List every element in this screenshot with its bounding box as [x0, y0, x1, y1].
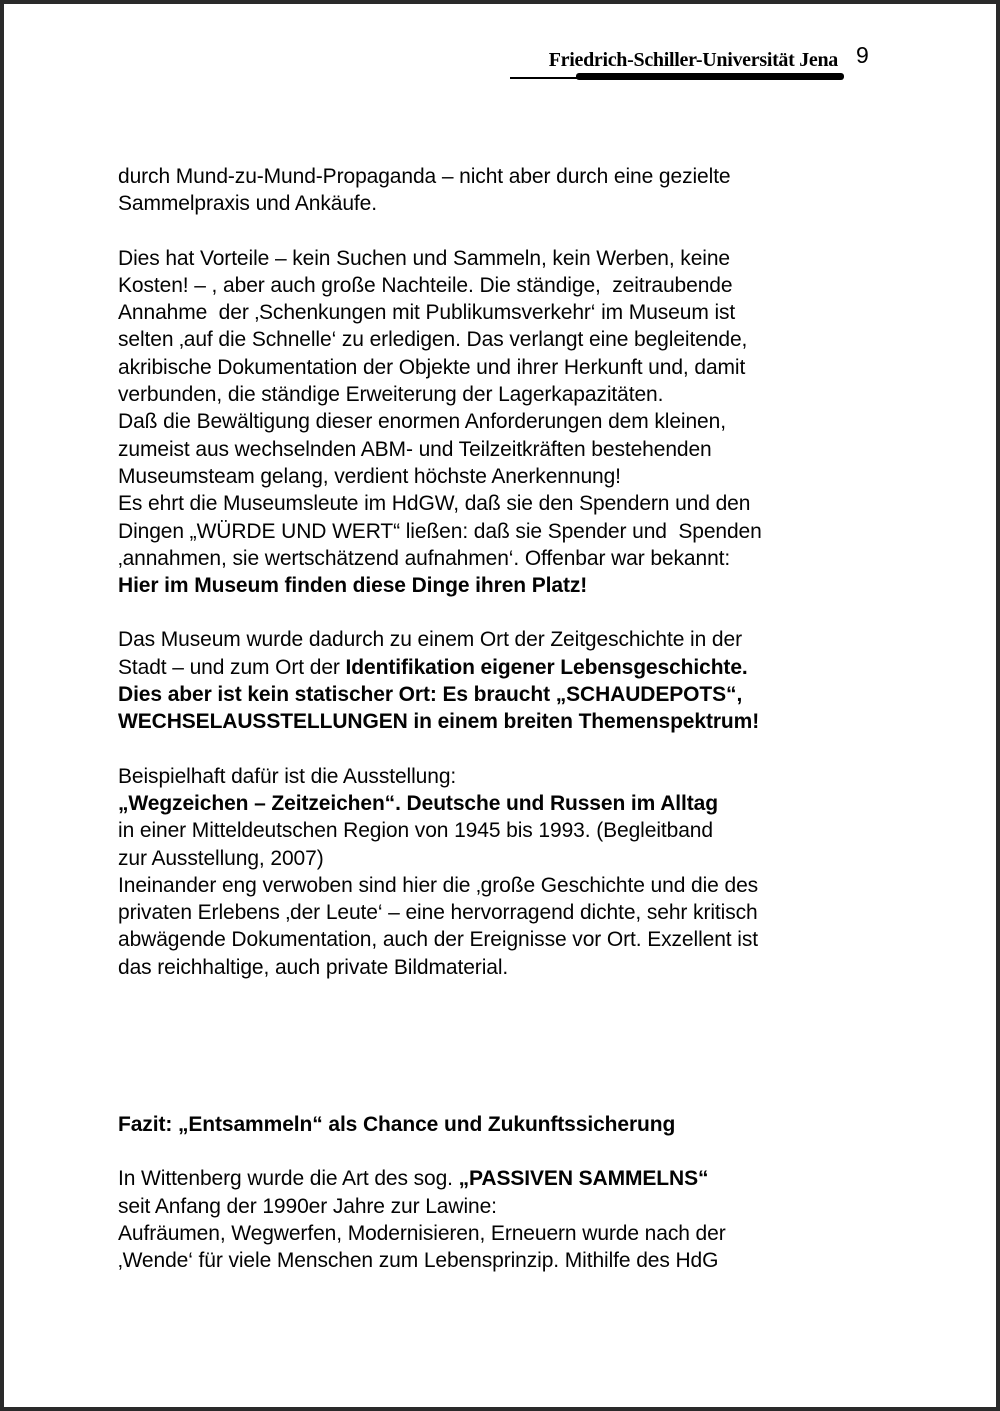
text-segment: In Wittenberg wurde die Art des sog.	[118, 1167, 459, 1191]
text-line	[118, 490, 878, 517]
text-segment: zumeist aus wechselnden ABM- und Teilzeitkräften bestehenden	[118, 437, 712, 461]
text-line	[118, 163, 878, 190]
paragraph	[118, 626, 878, 735]
text-line	[118, 899, 878, 926]
text-line	[118, 545, 878, 572]
text-segment: Daß die Bewältigung dieser enormen Anforderungen dem kleinen,	[118, 410, 726, 434]
paragraph	[118, 1165, 878, 1274]
text-segment: Annahme der ‚Schenkungen mit Publikumsverkehr‘ im Museum ist	[118, 301, 736, 325]
text-segment: Das Museum wurde dadurch zu einem Ort der Zeitgeschichte in der	[118, 628, 742, 652]
text-segment: akribische Dokumentation der Objekte und ihrer Herkunft und, damit	[118, 355, 746, 379]
text-line	[118, 763, 878, 790]
text-segment: durch Mund-zu-Mund-Propaganda – nicht aber durch eine gezielte	[118, 165, 731, 188]
text-segment: Dingen „WÜRDE UND WERT“ ließen: daß sie Spender und Spenden	[118, 519, 762, 543]
text-segment: Dies hat Vorteile – kein Suchen und Sammeln, kein Werben, keine	[118, 246, 731, 270]
bold-text-segment: „Wegzeichen – Zeitzeichen“. Deutsche und Russen im Alltag	[118, 791, 718, 815]
paragraph	[118, 163, 878, 218]
text-segment: verbunden, die ständige Erweiterung der Lagerkapazitäten.	[118, 383, 664, 407]
text-line	[118, 954, 878, 981]
text-line	[118, 190, 878, 217]
header-rule-thick	[576, 73, 844, 80]
bold-text-segment: Fazit: „Entsammeln“ als Chance und Zukunftssicherung	[118, 1113, 676, 1137]
text-line	[118, 463, 878, 490]
bold-text-segment: WECHSELAUSSTELLUNGEN in einem breiten Themenspektrum!	[118, 710, 760, 734]
text-segment: abwägende Dokumentation, auch der Ereignisse vor Ort. Exzellent ist	[118, 928, 758, 952]
section-heading	[118, 1111, 878, 1138]
text-segment: Aufräumen, Wegwerfen, Modernisieren, Erneuern wurde nach der	[118, 1221, 726, 1245]
text-line	[118, 1111, 878, 1138]
text-segment: Sammelpraxis und Ankäufe.	[118, 192, 377, 216]
text-line	[118, 926, 878, 953]
text-line	[118, 572, 878, 599]
text-segment: Ineinander eng verwoben sind hier die ‚große Geschichte und die des	[118, 873, 759, 897]
text-segment: seit Anfang der 1990er Jahre zur Lawine:	[118, 1194, 497, 1218]
document-body	[118, 163, 878, 1275]
text-line	[118, 518, 878, 545]
text-line	[118, 299, 878, 326]
text-line	[118, 654, 878, 681]
paragraph	[118, 245, 878, 600]
page-number: 9	[856, 42, 869, 68]
text-segment: Beispielhaft dafür ist die Ausstellung:	[118, 764, 457, 788]
text-segment: privaten Erlebens ‚der Leute‘ – eine hervorragend dichte, sehr kritisch	[118, 901, 758, 925]
text-line	[118, 436, 878, 463]
bold-text-segment: „PASSIVEN SAMMELNS“	[458, 1167, 709, 1191]
text-line	[118, 845, 878, 872]
text-segment: Es ehrt die Museumsleute im HdGW, daß sie den Spendern und den	[118, 492, 751, 516]
text-line	[118, 626, 878, 653]
text-segment: ‚annahmen, sie wertschätzend aufnahmen‘. Offenbar war bekannt:	[118, 546, 731, 570]
text-line	[118, 245, 878, 272]
header-rule-thin	[510, 77, 580, 79]
text-segment: ‚Wende‘ für viele Menschen zum Lebensprinzip. Mithilfe des HdG	[118, 1249, 719, 1273]
text-line	[118, 790, 878, 817]
bold-text-segment: Hier im Museum finden diese Dinge ihren Platz!	[118, 574, 588, 598]
text-line	[118, 1247, 878, 1274]
text-line	[118, 708, 878, 735]
text-line	[118, 817, 878, 844]
bold-text-segment: Dies aber ist kein statischer Ort: Es braucht „SCHAUDEPOTS“,	[118, 683, 743, 707]
text-line	[118, 872, 878, 899]
bold-text-segment: Identifikation eigener Lebensgeschichte.	[345, 655, 748, 679]
text-line	[118, 326, 878, 353]
text-segment: Museumsteam gelang, verdient höchste Anerkennung!	[118, 464, 621, 488]
text-line	[118, 1220, 878, 1247]
text-segment: zur Ausstellung, 2007)	[118, 846, 324, 870]
text-segment: in einer Mitteldeutschen Region von 1945 bis 1993. (Begleitband	[118, 819, 713, 843]
text-line	[118, 408, 878, 435]
text-line	[118, 1193, 878, 1220]
text-segment: Kosten! – , aber auch große Nachteile. Die ständige, zeitraubende	[118, 273, 733, 297]
text-segment: das reichhaltige, auch private Bildmaterial.	[118, 955, 509, 979]
text-line	[118, 381, 878, 408]
text-segment: selten ‚auf die Schnelle‘ zu erledigen. Das verlangt eine begleitende,	[118, 328, 748, 352]
text-segment: Stadt – und zum Ort der	[118, 655, 346, 679]
text-line	[118, 272, 878, 299]
header-title: Friedrich-Schiller-Universität Jena	[548, 49, 838, 71]
text-line	[118, 1165, 878, 1192]
text-line	[118, 354, 878, 381]
paragraph	[118, 763, 878, 981]
text-line	[118, 681, 878, 708]
